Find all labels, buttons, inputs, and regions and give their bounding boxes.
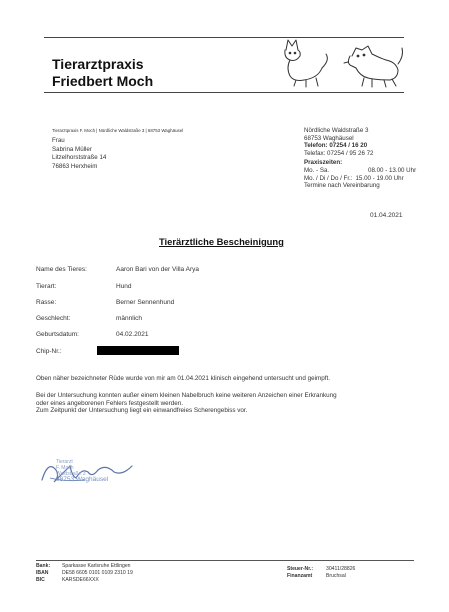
recipient-salutation: Frau: [52, 137, 65, 144]
recipient-street: Litzelhorststraße 14: [52, 154, 107, 162]
field-label-species: Tierart:: [36, 283, 57, 290]
stamp-line-3: Waldstraße 3: [56, 471, 86, 477]
practice-name-line2: Friedbert Moch: [52, 73, 154, 89]
stamp-text: [56, 459, 108, 483]
field-label-birthdate: Geburtsdatum:: [36, 331, 79, 338]
bic-label: BIC: [36, 577, 45, 583]
field-value-species: Hund: [116, 283, 132, 290]
bank-label: Bank:: [36, 563, 51, 569]
paragraph-exam: Oben näher bezeichneter Rüde wurde von mir am 01.04.2021 klinisch eingehend untersucht und geimpft.: [36, 375, 331, 382]
practice-info: [304, 127, 416, 190]
stamp-line-1: Tierarzt: [56, 459, 73, 465]
hours-times: 08.00 - 13.00 Uhr: [368, 166, 417, 174]
paragraph-findings: [36, 392, 416, 415]
iban-label: IBAN: [36, 570, 49, 576]
document-title: Tierärztliche Bescheinigung: [159, 236, 284, 247]
findings-line-1: Bei der Untersuchung konnten außer einem kleinen Nabelbruch keine weiteren Anzeichen einer Erkrankung: [36, 392, 337, 399]
field-label-name: Name des Tieres:: [36, 266, 87, 273]
stamp-line-2: F. Moch: [56, 465, 74, 471]
findings-line-2: oder eines angeborenen Fehlers festgestellt werden.: [36, 399, 184, 407]
field-value-breed: Berner Sennenhund: [116, 299, 175, 306]
footer-rule: [36, 560, 414, 561]
practice-street: Nördliche Waldstraße 3: [304, 127, 369, 134]
recipient-name: Sabrina Müller: [52, 145, 92, 153]
stamp-and-signature: [36, 452, 146, 497]
iban-value: DE58 6605 0101 0109 2310 19: [62, 570, 133, 576]
chip-number-redaction: [97, 346, 179, 355]
bank-value: Sparkasse Karlsruhe Ettlingen: [62, 563, 131, 569]
hours-row: [304, 167, 416, 175]
tax-label: Steuer-Nr.:: [287, 566, 314, 572]
footer-labels-left: [36, 563, 50, 584]
hours-row: [304, 175, 416, 183]
header-rule-bottom: [44, 92, 404, 93]
practice-city: 68753 Waghäusel: [304, 134, 354, 142]
recipient-address: [52, 137, 106, 171]
bic-value: KARSDE66XXX: [62, 577, 99, 583]
footer-labels-right: [287, 566, 313, 580]
findings-line-3: Zum Zeitpunkt der Untersuchung liegt ein einwandfreies Scherengebiss vor.: [36, 407, 248, 415]
recipient-city: 76863 Herxheim: [52, 162, 98, 170]
field-value-name: Aaron Bari von der Villa Arya: [116, 266, 199, 273]
field-value-sex: männlich: [116, 315, 143, 322]
cat-and-dog-sketch-icon: [276, 34, 408, 92]
office-value: Bruchsal: [326, 573, 346, 579]
hours-times: 15.00 - 19.00 Uhr: [355, 174, 404, 182]
field-label-chip: Chip-Nr.:: [36, 348, 62, 355]
hours-heading: Praxiszeiten:: [304, 159, 343, 167]
footer-values-left: [62, 563, 133, 584]
practice-name-line1: Tierarztpraxis: [52, 56, 144, 72]
office-label: Finanzamt: [287, 573, 313, 579]
field-value-birthdate: 04.02.2021: [116, 331, 149, 338]
sender-line: Tierarztpraxis F. Moch | Nördliche Waldstraße 3 | 68753 Waghäusel: [52, 128, 184, 133]
appointment-note: Termine nach Vereinbarung: [304, 182, 380, 190]
tax-value: 30411/28826: [326, 566, 356, 572]
hours-days: Mo. / Di / Do / Fr.:: [304, 174, 353, 182]
footer-values-right: [326, 566, 355, 580]
document-date: 01.04.2021: [370, 212, 403, 219]
practice-fax: Telefax: 07254 / 95 26 72: [304, 149, 374, 157]
field-label-sex: Geschlecht:: [36, 315, 71, 322]
hours-days: Mo. - Sa.: [304, 166, 330, 174]
practice-phone: Telefon: 07254 / 16 20: [304, 142, 368, 150]
field-label-breed: Rasse:: [36, 299, 57, 306]
stamp-line-4: 68753 Waghäusel: [56, 476, 109, 483]
